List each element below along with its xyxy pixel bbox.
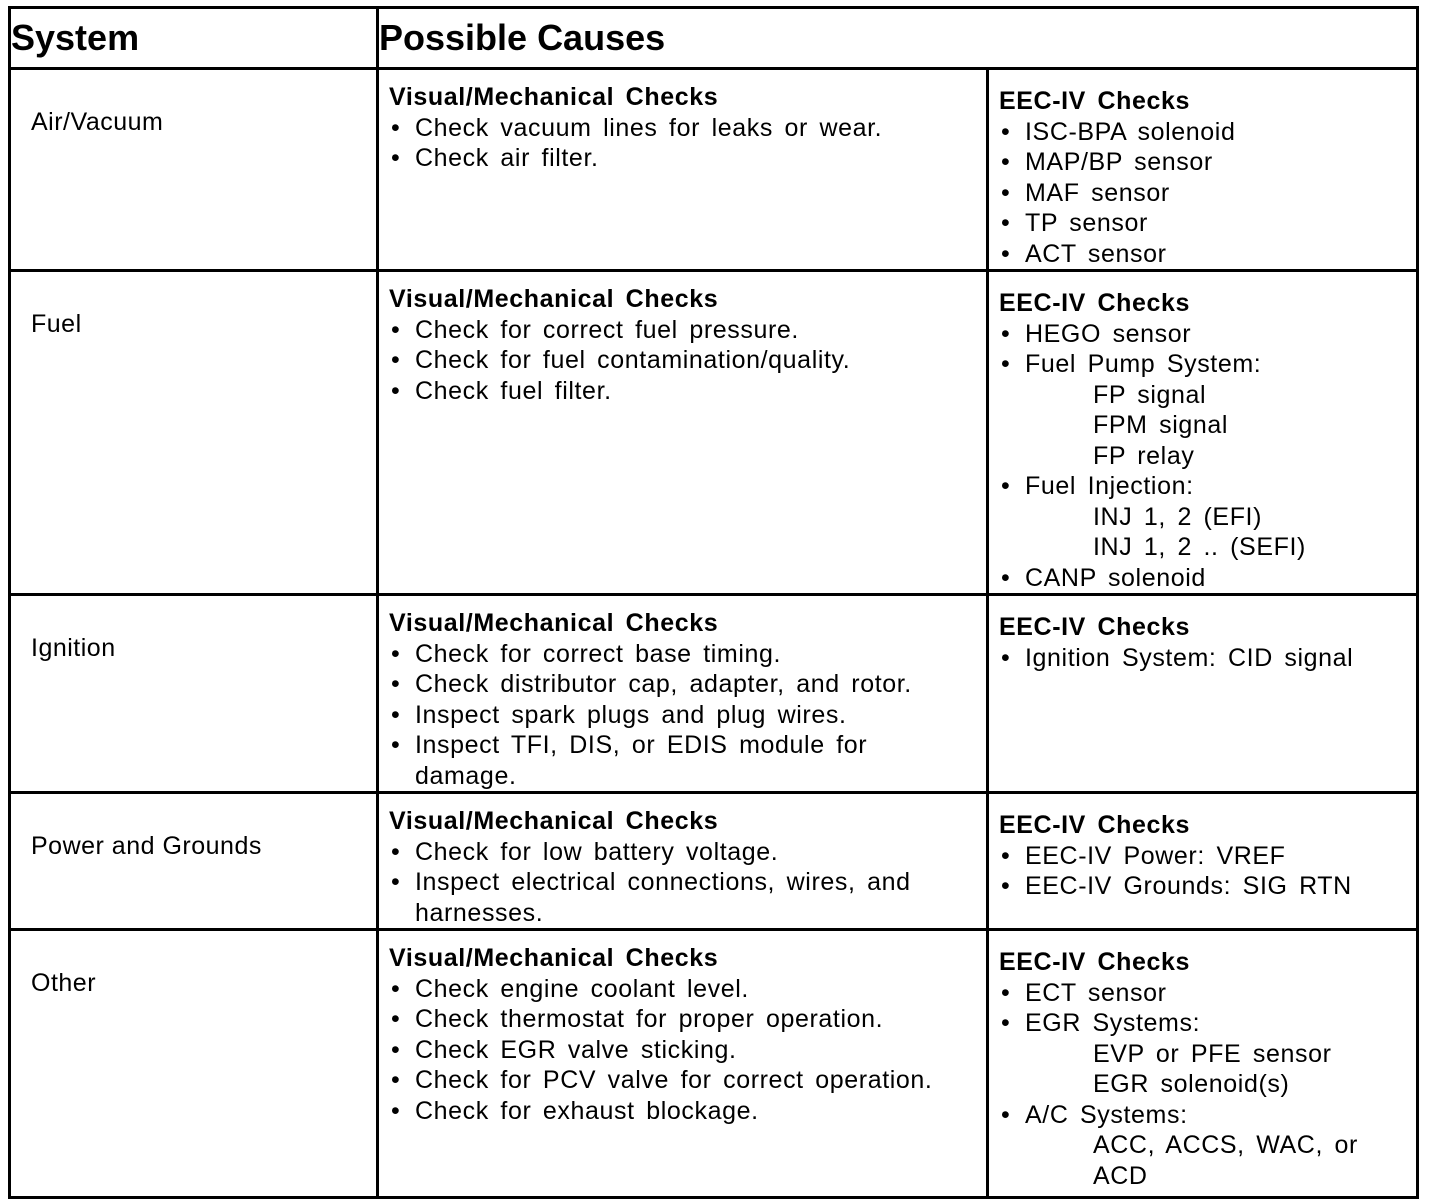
bullet-icon: •	[391, 113, 401, 142]
visual-checks-heading: Visual/Mechanical Checks	[389, 944, 719, 972]
sub-item: FP relay	[1093, 441, 1195, 470]
list-item	[999, 208, 1406, 239]
check-text: HEGO sensor	[1025, 319, 1192, 348]
list-item	[999, 147, 1406, 178]
eec-checks-cell	[988, 69, 1418, 271]
check-text: Check for correct base timing.	[415, 639, 782, 668]
table-row	[10, 793, 1418, 930]
list-item	[389, 669, 976, 700]
bullet-icon: •	[1001, 1100, 1011, 1129]
sub-item: ACC, ACCS, WAC, or ACD	[1093, 1131, 1358, 1190]
bullet-icon: •	[391, 315, 401, 344]
visual-checks-cell	[378, 595, 988, 793]
check-text: Check vacuum lines for leaks or wear.	[415, 113, 883, 142]
system-cell: Ignition	[10, 595, 378, 793]
eec-checks-cell	[988, 595, 1418, 793]
eec-checks-heading: EEC-IV Checks	[999, 87, 1191, 115]
sub-item: EGR solenoid(s)	[1093, 1070, 1290, 1098]
eec-checks-list	[999, 117, 1406, 270]
header-row	[10, 8, 1418, 69]
system-cell: Power and Grounds	[10, 793, 378, 930]
eec-checks-list	[999, 841, 1406, 902]
check-text: Check for fuel contamination/quality.	[415, 346, 851, 374]
eec-checks-list	[999, 643, 1406, 674]
possible-causes-table	[8, 6, 1419, 1199]
sub-item: INJ 1, 2 .. (SEFI)	[1093, 533, 1306, 561]
visual-checks-heading: Visual/Mechanical Checks	[389, 609, 719, 637]
visual-checks-list	[389, 113, 976, 174]
system-cell: Other	[10, 930, 378, 1198]
sub-item-list	[1025, 1130, 1406, 1191]
bullet-icon: •	[1001, 178, 1011, 207]
list-item	[389, 315, 976, 346]
check-text: Check engine coolant level.	[415, 974, 749, 1003]
table-row	[10, 69, 1418, 271]
visual-checks-cell	[378, 271, 988, 595]
bullet-icon: •	[391, 1035, 401, 1064]
visual-checks-list	[389, 639, 976, 792]
list-item	[389, 730, 976, 791]
bullet-icon: •	[1001, 978, 1011, 1007]
check-text: ECT sensor	[1025, 978, 1167, 1007]
eec-checks-cell	[988, 271, 1418, 595]
bullet-icon: •	[391, 868, 401, 896]
check-text: MAF sensor	[1025, 178, 1170, 207]
visual-checks-heading: Visual/Mechanical Checks	[389, 285, 719, 313]
check-text: Fuel Injection:	[1025, 472, 1194, 500]
check-text: Inspect spark plugs and plug wires.	[415, 700, 847, 729]
eec-checks-list	[999, 978, 1406, 1192]
check-text: Check air filter.	[415, 144, 599, 172]
visual-checks-cell	[378, 930, 988, 1198]
sub-item: INJ 1, 2 (EFI)	[1093, 502, 1263, 531]
list-item	[999, 319, 1406, 350]
bullet-icon: •	[391, 837, 401, 866]
check-text: CANP solenoid	[1025, 563, 1206, 592]
check-text: Check thermostat for proper operation.	[415, 1005, 884, 1033]
bullet-icon: •	[391, 346, 401, 374]
table-row	[10, 271, 1418, 595]
check-text: Ignition System: CID signal	[1025, 643, 1354, 672]
list-item	[999, 563, 1406, 594]
check-text: EEC-IV Grounds: SIG RTN	[1025, 872, 1352, 900]
eec-checks-cell	[988, 793, 1418, 930]
eec-checks-heading: EEC-IV Checks	[999, 613, 1191, 641]
list-item	[389, 1035, 976, 1066]
bullet-icon: •	[1001, 319, 1011, 348]
bullet-icon: •	[1001, 1009, 1011, 1037]
visual-checks-list	[389, 837, 976, 929]
eec-checks-heading: EEC-IV Checks	[999, 811, 1191, 839]
list-item	[999, 1008, 1406, 1100]
visual-checks-cell	[378, 69, 988, 271]
check-text: Fuel Pump System:	[1025, 350, 1262, 378]
eec-checks-list	[999, 319, 1406, 594]
list-item	[999, 117, 1406, 148]
table-row	[10, 930, 1418, 1198]
sub-item: FPM signal	[1093, 411, 1229, 439]
visual-checks-list	[389, 974, 976, 1127]
list-item	[999, 643, 1406, 674]
bullet-icon: •	[1001, 841, 1011, 870]
bullet-icon: •	[391, 144, 401, 172]
table-body	[10, 69, 1418, 1198]
list-item	[389, 113, 976, 144]
check-text: ISC-BPA solenoid	[1025, 117, 1236, 146]
bullet-icon: •	[391, 670, 401, 698]
bullet-icon: •	[1001, 350, 1011, 378]
check-text: EEC-IV Power: VREF	[1025, 841, 1286, 870]
bullet-icon: •	[391, 639, 401, 668]
list-item	[389, 837, 976, 868]
bullet-icon: •	[391, 376, 401, 405]
check-text: Check for exhaust blockage.	[415, 1096, 759, 1125]
bullet-icon: •	[1001, 239, 1011, 268]
check-text: Inspect electrical connections, wires, and harnesses.	[415, 868, 911, 927]
list-item	[999, 871, 1406, 902]
sub-item-list	[1025, 502, 1406, 563]
list-item	[999, 239, 1406, 270]
bullet-icon: •	[391, 1005, 401, 1033]
system-cell: Fuel	[10, 271, 378, 595]
bullet-icon: •	[1001, 872, 1011, 900]
list-item	[389, 1004, 976, 1035]
check-text: A/C Systems:	[1025, 1100, 1188, 1129]
check-text: TP sensor	[1025, 209, 1148, 237]
list-item	[999, 471, 1406, 563]
check-text: Check EGR valve sticking.	[415, 1035, 737, 1064]
check-text: Check distributor cap, adapter, and rotor.	[415, 670, 912, 698]
bullet-icon: •	[391, 1096, 401, 1125]
system-cell: Air/Vacuum	[10, 69, 378, 271]
sub-item-list	[1025, 380, 1406, 472]
list-item	[389, 867, 976, 928]
eec-checks-heading: EEC-IV Checks	[999, 948, 1191, 976]
list-item	[999, 841, 1406, 872]
sub-item-list	[1025, 1039, 1406, 1100]
bullet-icon: •	[1001, 209, 1011, 237]
check-text: Check fuel filter.	[415, 376, 612, 405]
check-text: Inspect TFI, DIS, or EDIS module for damage.	[415, 731, 868, 790]
bullet-icon: •	[391, 700, 401, 729]
list-item	[389, 143, 976, 174]
bullet-icon: •	[1001, 563, 1011, 592]
list-item	[389, 639, 976, 670]
list-item	[389, 345, 976, 376]
visual-checks-cell	[378, 793, 988, 930]
visual-checks-heading: Visual/Mechanical Checks	[389, 807, 719, 835]
list-item	[389, 700, 976, 731]
header-system: System	[10, 8, 378, 69]
list-item	[389, 376, 976, 407]
bullet-icon: •	[1001, 117, 1011, 146]
bullet-icon: •	[1001, 148, 1011, 176]
list-item	[999, 178, 1406, 209]
bullet-icon: •	[391, 974, 401, 1003]
header-possible-causes: Possible Causes	[378, 8, 1418, 69]
list-item	[389, 1096, 976, 1127]
list-item	[999, 1100, 1406, 1192]
check-text: ACT sensor	[1025, 239, 1167, 268]
visual-checks-heading: Visual/Mechanical Checks	[389, 83, 719, 111]
sub-item: FP signal	[1093, 380, 1207, 409]
visual-checks-list	[389, 315, 976, 407]
list-item	[389, 1065, 976, 1096]
bullet-icon: •	[1001, 643, 1011, 672]
table-row	[10, 595, 1418, 793]
check-text: EGR Systems:	[1025, 1009, 1201, 1037]
bullet-icon: •	[1001, 472, 1011, 500]
check-text: Check for low battery voltage.	[415, 837, 779, 866]
check-text: Check for PCV valve for correct operation.	[415, 1066, 933, 1094]
list-item	[999, 349, 1406, 471]
list-item	[389, 974, 976, 1005]
bullet-icon: •	[391, 1066, 401, 1094]
check-text: Check for correct fuel pressure.	[415, 315, 799, 344]
bullet-icon: •	[391, 731, 401, 759]
eec-checks-cell	[988, 930, 1418, 1198]
list-item	[999, 978, 1406, 1009]
sub-item: EVP or PFE sensor	[1093, 1039, 1332, 1068]
check-text: MAP/BP sensor	[1025, 148, 1213, 176]
eec-checks-heading: EEC-IV Checks	[999, 289, 1191, 317]
